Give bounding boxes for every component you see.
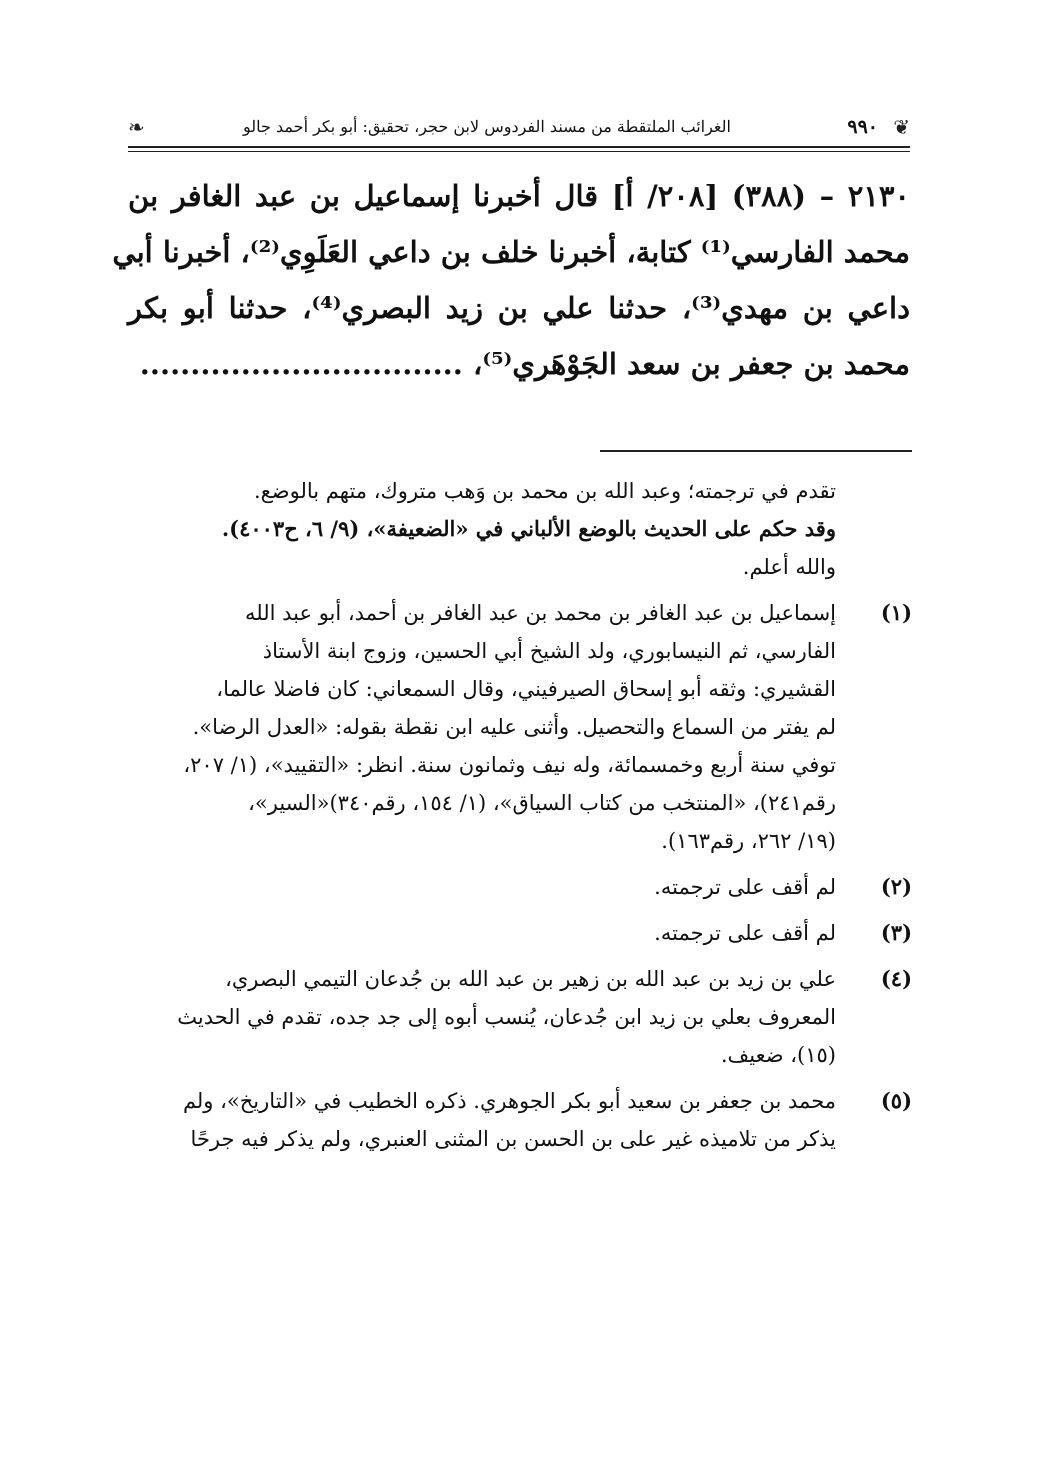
footnote-5: [180, 1082, 912, 1158]
footnote-line: (١٩/ ٢٦٢، رقم١٦٣).: [661, 829, 836, 853]
footnote-line: الفارسي، ثم النيسابوري، ولد الشيخ أبي الحسين، وزوج ابنة الأستاذ: [262, 639, 836, 663]
footnote-number: (٢): [880, 874, 912, 899]
page-header: [128, 112, 910, 148]
hadith-line: داعي بن مهدي⁽³⁾، حدثنا علي بن زيد البصري⁽⁴⁾، حدثنا أبو بكر: [128, 291, 910, 325]
footnote-line: لم أقف على ترجمته.: [654, 921, 836, 945]
footnote-continuation: [180, 472, 912, 586]
footnote-line: (١٥)، ضعيف.: [720, 1043, 836, 1067]
footnote-number: (٣): [880, 920, 912, 945]
footnote-line: والله أعلم.: [742, 555, 836, 579]
footnote-line: لم يفتر من السماع والتحصيل. وأثنى عليه ابن نقطة بقوله: «العدل الرضا».: [192, 715, 836, 739]
header-ornament-left: ❧: [128, 115, 145, 139]
footnote-number: (٥): [880, 1088, 912, 1113]
footnote-line: لم أقف على ترجمته.: [654, 875, 836, 899]
footnote-4: [177, 960, 912, 1074]
footnote-number: (١): [880, 600, 912, 625]
footnote-line: القشيري: وثقه أبو إسحاق الصيرفيني، وقال السمعاني: كان فاضلا عالما،: [216, 677, 836, 701]
footnote-3: [180, 914, 912, 952]
header-rule-thin: [128, 151, 910, 152]
footnote-separator: [600, 450, 912, 452]
hadith-line: ٢١٣٠ – (٣٨٨) [٢٠٨/ أ] قال أخبرنا إسماعيل بن عبد الغافر بن: [128, 179, 910, 213]
running-title: الغرائب الملتقطة من مسند الفردوس لابن حجر، تحقيق: أبو بكر أحمد جالو: [243, 117, 731, 136]
page-number: ٩٩٠: [847, 116, 878, 138]
footnote-line: تقدم في ترجمته؛ وعبد الله بن محمد بن وَهب متروك، متهم بالوضع.: [253, 479, 836, 503]
hadith-text: [112, 168, 910, 392]
footnote-line: إسماعيل بن عبد الغافر بن محمد بن عبد الغافر بن أحمد، أبو عبد الله: [245, 601, 836, 625]
footnote-line: محمد بن جعفر بن سعيد أبو بكر الجوهري. ذكره الخطيب في «التاريخ»، ولم: [182, 1089, 836, 1113]
footnote-number: (٤): [880, 966, 912, 991]
footnote-line: رقم٢٤١)، «المنتخب من كتاب السياق»، (١/ ١٥٤، رقم٣٤٠)«السير»،: [248, 791, 836, 815]
hadith-line: محمد بن جعفر بن سعد الجَوْهَري⁽⁵⁾، ................................: [139, 347, 910, 381]
footnote-line: علي بن زيد بن عبد الله بن زهير بن عبد الله بن جُدعان التيمي البصري،: [225, 967, 836, 991]
footnotes: [177, 472, 912, 1158]
footnote-2: [180, 868, 912, 906]
footnote-line: توفي سنة أربع وخمسمائة، وله نيف وثمانون سنة. انظر: «التقييد»، (١/ ٢٠٧،: [183, 753, 836, 777]
header-rule: [128, 146, 910, 148]
footnote-line: وقد حكم على الحديث بالوضع الألباني في «الضعيفة»، (٩/ ٦، ح٤٠٠٣).: [221, 516, 836, 541]
footnote-1: [180, 594, 912, 860]
footnote-line: المعروف بعلي بن زيد ابن جُدعان، يُنسب أبوه إلى جد جده، تقدم في الحديث: [177, 1005, 836, 1029]
header-ornament-right: ❦: [893, 115, 910, 139]
footnote-line: يذكر من تلاميذه غير على بن الحسن بن المثنى العنبري، ولم يذكر فيه جرحًا: [190, 1127, 836, 1151]
hadith-line: محمد الفارسي⁽¹⁾ كتابة، أخبرنا خلف بن داعي العَلَوِي⁽²⁾، أخبرنا أبي: [112, 235, 910, 269]
